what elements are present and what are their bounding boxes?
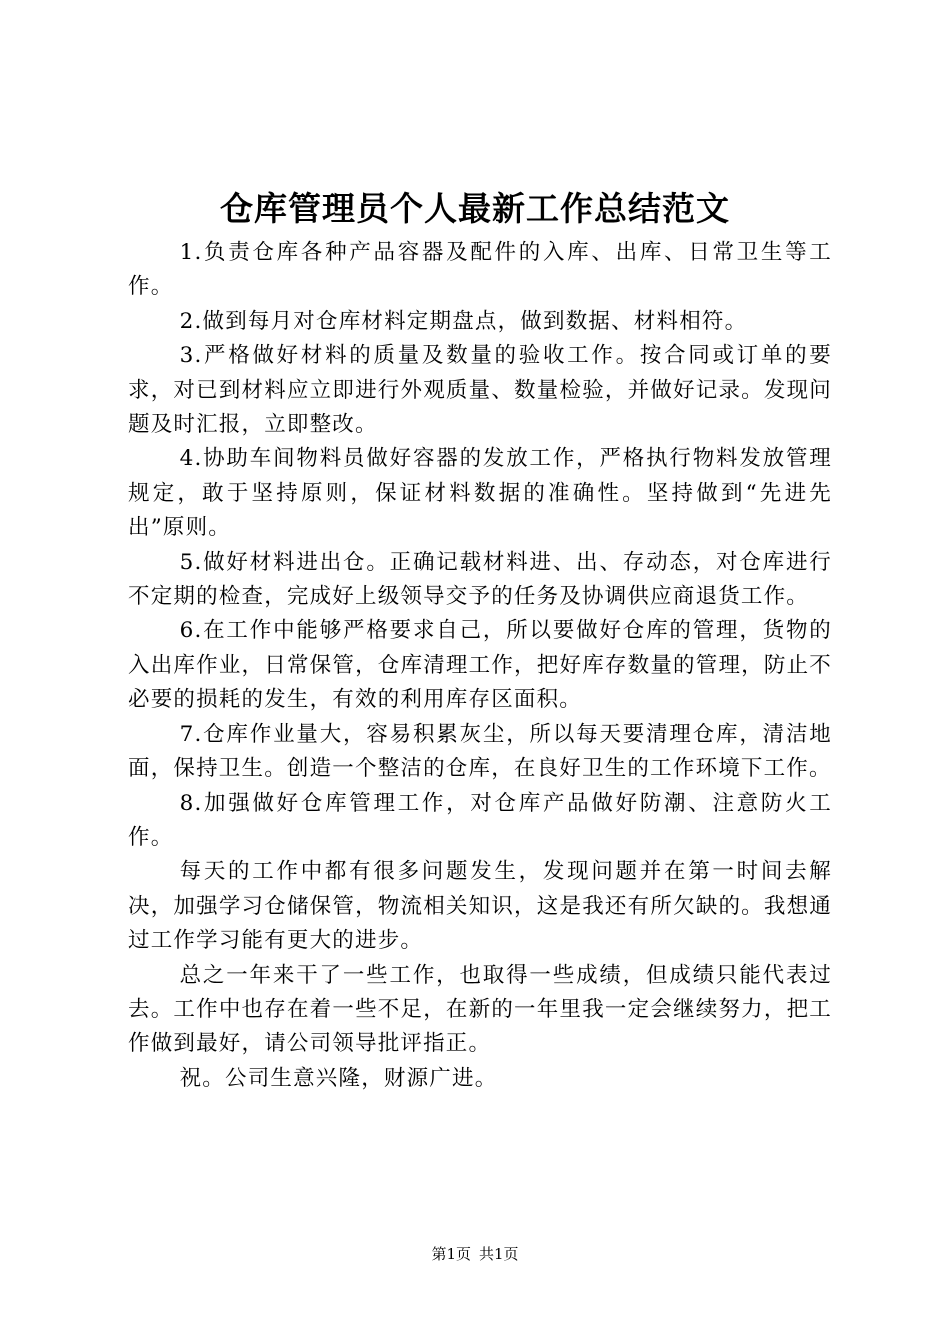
- paragraph-9: 每天的工作中都有很多问题发生，发现问题并在第一时间去解决，加强学习仓储保管，物流相关知识，这是我还有所欠缺的。我想通过工作学习能有更大的进步。: [128, 859, 832, 954]
- paragraph-6: 6.在工作中能够严格要求自己，所以要做好仓库的管理，货物的入出库作业，日常保管，仓库清理工作，把好库存数量的管理，防止不必要的损耗的发生，有效的利用库存区面积。: [128, 618, 832, 713]
- document-title: 仓库管理员个人最新工作总结范文: [220, 189, 730, 228]
- paragraph-10: 总之一年来干了一些工作，也取得一些成绩，但成绩只能代表过去。工作中也存在着一些不足，在新的一年里我一定会继续努力，把工作做到最好，请公司领导批评指正。: [128, 962, 832, 1057]
- page-total: 共1页: [479, 1245, 519, 1263]
- page-number: 第1页: [431, 1245, 471, 1263]
- paragraph-11: 祝。公司生意兴隆，财源广进。: [179, 1065, 498, 1091]
- paragraph-8: 8.加强做好仓库管理工作，对仓库产品做好防潮、注意防火工作。: [128, 790, 832, 850]
- document-body: [128, 236, 832, 1096]
- paragraph-7: 7.仓库作业量大，容易积累灰尘，所以每天要清理仓库，清洁地面，保持卫生。创造一个整洁的仓库，在良好卫生的工作环境下工作。: [128, 721, 832, 782]
- paragraph-1: 1.负责仓库各种产品容器及配件的入库、出库、日常卫生等工作。: [128, 240, 832, 300]
- paragraph-3: 3.严格做好材料的质量及数量的验收工作。按合同或订单的要求，对已到材料应立即进行外观质量、数量检验，并做好记录。发现问题及时汇报，立即整改。: [128, 343, 832, 438]
- page-footer: [0, 1244, 950, 1264]
- paragraph-2: 2.做到每月对仓库材料定期盘点，做到数据、材料相符。: [179, 308, 748, 334]
- paragraph-4: 4.协助车间物料员做好容器的发放工作，严格执行物料发放管理规定，敢于坚持原则，保证材料数据的准确性。坚持做到“先进先出”原则。: [128, 446, 832, 541]
- paragraph-5: 5.做好材料进出仓。正确记载材料进、出、存动态，对仓库进行不定期的检查，完成好上级领导交予的任务及协调供应商退货工作。: [128, 549, 832, 610]
